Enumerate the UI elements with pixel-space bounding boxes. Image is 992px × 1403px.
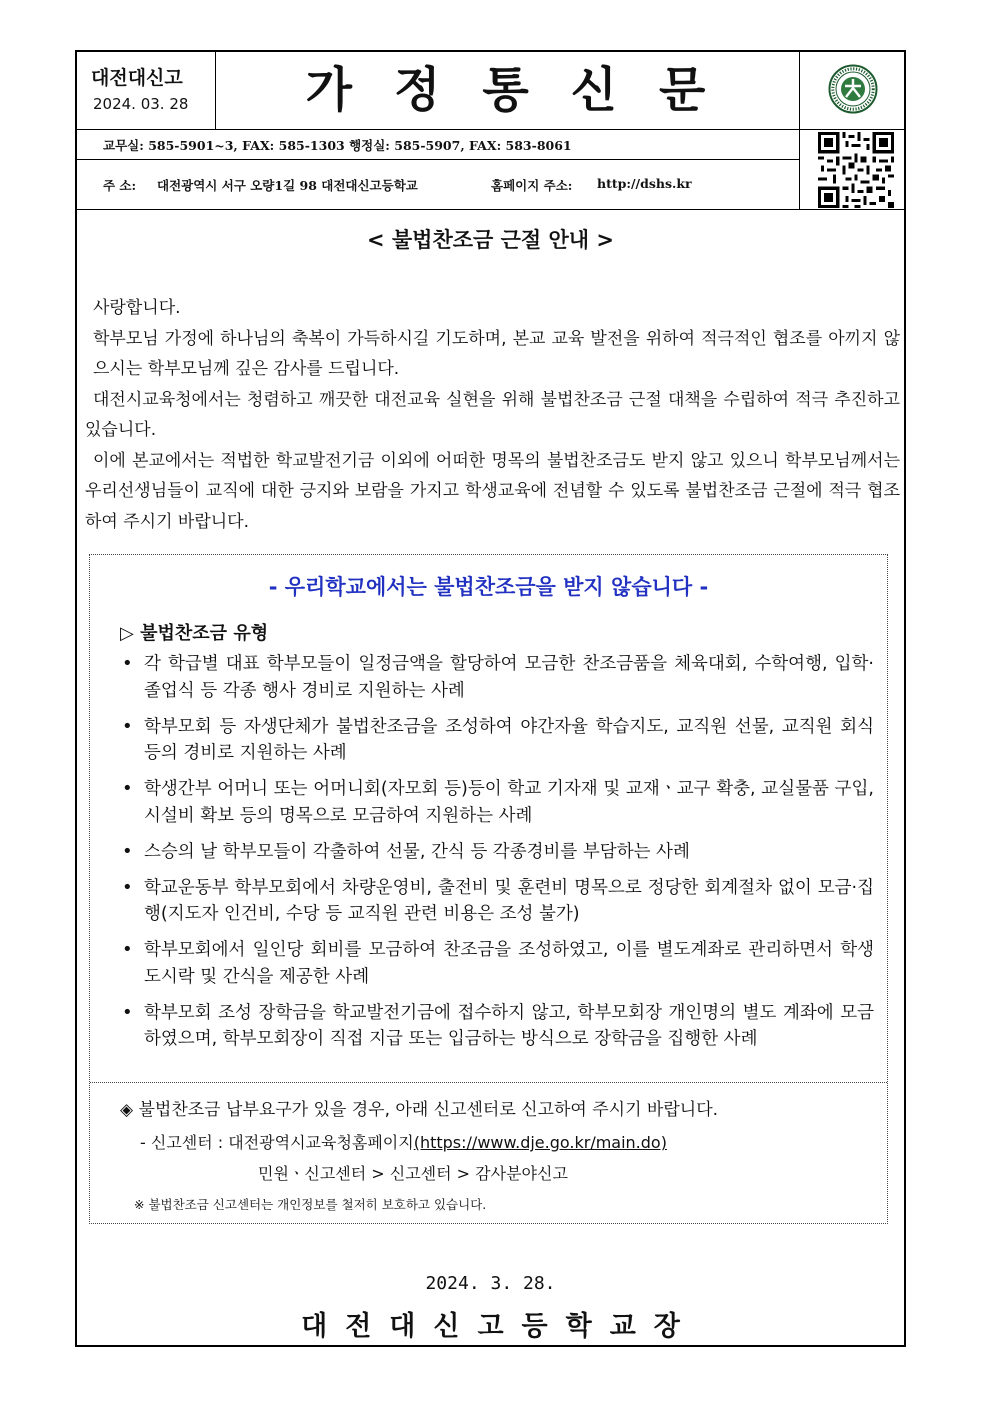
address-row xyxy=(77,160,799,210)
list-item: • 각 학급별 대표 학부모들이 일정금액을 할당하여 모금한 찬조금품을 체육대회, 수학여행, 입학·졸업식 등 각종 행사 경비로 지원하는 사례 xyxy=(120,651,874,704)
qr-code-icon[interactable] xyxy=(818,132,894,208)
types-list xyxy=(120,651,874,1062)
report-center xyxy=(140,1130,667,1153)
footer-signature: 대전대신고등학교장 xyxy=(301,1311,698,1342)
letter-body xyxy=(85,293,900,537)
issue-date: 2024. 03. 28 xyxy=(93,95,189,113)
header-divider xyxy=(77,209,904,210)
greeting: 사랑합니다. xyxy=(93,298,181,318)
list-item: • 학생간부 어머니 또는 어머니회(자모회 등)등이 학교 기자재 및 교재ㆍ교구 확충, 교실물품 구입, 시설비 확보 등의 명목으로 모금하여 지원하는 사례 xyxy=(120,776,874,829)
list-item: • 학교운동부 학부모회에서 차량운영비, 출전비 및 훈련비 명목으로 정당한 회계절차 없이 모금·집행(지도자 인건비, 수당 등 교직원 관련 비용은 조성 불가) xyxy=(120,875,874,928)
header xyxy=(77,52,904,130)
list-item: • 학부모회 조성 장학금을 학교발전기금에 접수하지 않고, 학부모회장 개인명의 별도 계좌에 모금하였으며, 학부모회장이 직접 지급 또는 입금하는 방식으로 장학금을 집행한 사례 xyxy=(120,1000,874,1053)
list-item: • 학부모회 등 자생단체가 불법찬조금을 조성하여 야간자율 학습지도, 교직원 선물, 교직원 회식 등의 경비로 지원하는 사례 xyxy=(120,714,874,767)
homepage-link[interactable]: http://dshs.kr xyxy=(597,176,692,191)
list-item: • 스승의 날 학부모들이 각출하여 선물, 간식 등 각종경비를 부담하는 사례 xyxy=(120,839,874,866)
notice-box xyxy=(89,554,888,1224)
page-title: 가정통신문 xyxy=(305,62,748,118)
report-center-link[interactable]: (https://www.dje.go.kr/main.do) xyxy=(413,1133,667,1152)
school-emblem-icon xyxy=(828,64,878,114)
contact-row xyxy=(77,129,799,160)
address-label: 주 소: xyxy=(103,178,137,193)
box-headline: - 우리학교에서는 불법찬조금을 받지 않습니다 - xyxy=(268,575,709,599)
body-paragraph-2: 대전시교육청에서는 청렴하고 깨끗한 대전교육 실현을 위해 불법찬조금 근절 대책을 수립하여 적극 추진하고 있습니다. xyxy=(85,389,900,440)
school-info-box xyxy=(77,52,216,129)
privacy-note: ※ 불법찬조금 신고센터는 개인정보를 철저히 보호하고 있습니다. xyxy=(134,1197,487,1212)
logo-box xyxy=(799,52,905,129)
list-item: • 학부모회에서 일인당 회비를 모금하여 찬조금을 조성하였고, 이를 별도계좌로 관리하면서 학생 도시락 및 간식을 제공한 사례 xyxy=(120,937,874,990)
body-paragraph-3: 이에 본교에서는 적법한 학교발전기금 이외에 어떠한 명목의 불법찬조금도 받지 않고 있으니 학부모님께서는 우리선생님들이 교직에 대한 긍지와 보람을 가지고 학생교육에 전념할 수 있도록 불법찬조금 근절에 적극 협조하여 주시기 바랍니다. xyxy=(85,450,900,532)
qr-box xyxy=(799,129,905,210)
box-divider xyxy=(90,1082,887,1083)
notice-title: < 불법찬조금 근절 안내 > xyxy=(366,228,614,252)
types-heading: ▷ 불법찬조금 유형 xyxy=(120,623,269,644)
school-name: 대전대신고 xyxy=(91,67,183,89)
body-paragraph-1: 학부모님 가정에 하나님의 축복이 가득하시길 기도하며, 본교 교육 발전을 위하여 적극적인 협조를 아끼지 않으시는 학부모님께 깊은 감사를 드립니다. xyxy=(93,328,900,379)
report-center-label: - 신고센터 : 대전광역시교육청홈페이지 xyxy=(140,1133,414,1152)
document-frame xyxy=(75,50,906,1347)
footer-date: 2024. 3. 28. xyxy=(425,1273,556,1294)
report-center-path: 민원ㆍ신고센터 > 신고센터 > 감사분야신고 xyxy=(258,1164,568,1183)
contact-phone-fax: 교무실: 585-5901~3, FAX: 585-1303 행정실: 585-5907, FAX: 583-8061 xyxy=(103,138,572,153)
report-instruction: ◈ 불법찬조금 납부요구가 있을 경우, 아래 신고센터로 신고하여 주시기 바랍니다. xyxy=(120,1100,719,1120)
homepage-label: 홈페이지 주소: xyxy=(491,178,573,193)
address: 대전광역시 서구 오량1길 98 대전대신고등학교 xyxy=(157,178,418,193)
